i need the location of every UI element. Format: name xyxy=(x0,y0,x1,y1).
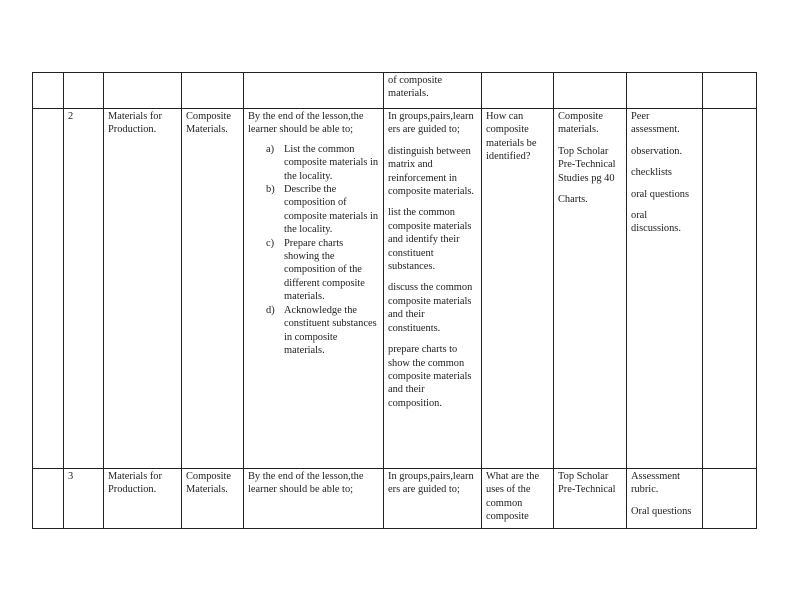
resources-cell: Top Scholar Pre-Technical xyxy=(554,469,627,529)
experience-text: of composite materials. xyxy=(388,75,442,100)
resources-cell xyxy=(554,73,627,109)
remarks-cell xyxy=(703,109,757,469)
experiences-cell xyxy=(384,109,482,469)
outcomes-intro: By the end of the lesson,the learner should be able to; xyxy=(248,111,364,136)
remarks-cell xyxy=(703,469,757,529)
lesson-cell: 2 xyxy=(64,109,104,469)
outcome-item xyxy=(266,183,379,237)
experience-text: list the common composite materials and identify their constituent substances. xyxy=(388,207,472,273)
inquiry-cell: What are the uses of the common composite xyxy=(482,469,554,529)
resource-text: Charts. xyxy=(558,194,588,206)
outcome-item xyxy=(266,143,379,183)
outcome-item xyxy=(266,237,379,304)
strand-cell: Materials for Production. xyxy=(104,469,182,529)
assessment-text: Assessment rubric. xyxy=(631,471,681,496)
week-cell xyxy=(33,109,64,469)
outcomes-list xyxy=(248,143,379,358)
assessment-text: Oral questions xyxy=(631,505,692,517)
inquiry-cell: How can composite materials be identified? xyxy=(482,109,554,469)
assessment-cell xyxy=(627,109,703,469)
assessment-cell xyxy=(627,469,703,529)
outcome-text: List the common composite materials in the locality. xyxy=(284,143,379,182)
resource-text: Top Scholar Pre-Technical Studies pg 40 xyxy=(558,145,616,184)
remarks-cell xyxy=(703,73,757,109)
strand-cell xyxy=(104,73,182,109)
outcomes-cell: By the end of the lesson,the learner should be able to; xyxy=(244,469,384,529)
table-row xyxy=(33,469,757,529)
assessment-text: Peer assessment. xyxy=(631,111,680,136)
resource-text: Composite materials. xyxy=(558,111,604,136)
outcome-marker: d) xyxy=(266,304,275,316)
outcome-item xyxy=(266,304,379,358)
lesson-cell: 3 xyxy=(64,469,104,529)
sub-strand-cell xyxy=(182,73,244,109)
week-cell xyxy=(33,469,64,529)
inquiry-cell xyxy=(482,73,554,109)
lesson-cell xyxy=(64,73,104,109)
outcome-marker: c) xyxy=(266,237,275,249)
experience-text: discuss the common composite materials and their constituents. xyxy=(388,282,473,334)
outcome-text: Acknowledge the constituent substances in composite materials. xyxy=(284,304,377,356)
outcome-marker: b) xyxy=(266,184,275,196)
assessment-text: oral questions xyxy=(631,188,690,200)
assessment-text: observation. xyxy=(631,145,683,157)
table-row xyxy=(33,109,757,469)
experience-text: prepare charts to show the common composite materials and their composition. xyxy=(388,344,472,409)
experiences-cell: In groups,pairs,learners are guided to; xyxy=(384,469,482,529)
sub-strand-cell: Composite Materials. xyxy=(182,109,244,469)
sub-strand-cell: Composite Materials. xyxy=(182,469,244,529)
lesson-plan-table xyxy=(32,72,757,529)
outcomes-cell xyxy=(244,73,384,109)
experiences-cell xyxy=(384,73,482,109)
experience-text: In groups,pairs,learners are guided to; xyxy=(388,111,474,136)
table-row xyxy=(33,73,757,109)
outcome-marker: a) xyxy=(266,143,275,155)
resources-cell xyxy=(554,109,627,469)
experience-text: distinguish between matrix and reinforcement in composite materials. xyxy=(388,145,474,198)
strand-cell: Materials for Production. xyxy=(104,109,182,469)
assessment-text: oral discussions. xyxy=(631,210,681,235)
outcomes-cell xyxy=(244,109,384,469)
assessment-cell xyxy=(627,73,703,109)
outcome-text: Describe the composition of composite materials in the locality. xyxy=(284,184,379,236)
assessment-text: checklists xyxy=(631,167,672,179)
outcome-text: Prepare charts showing the composition of the different composite materials. xyxy=(284,237,365,303)
week-cell xyxy=(33,73,64,109)
